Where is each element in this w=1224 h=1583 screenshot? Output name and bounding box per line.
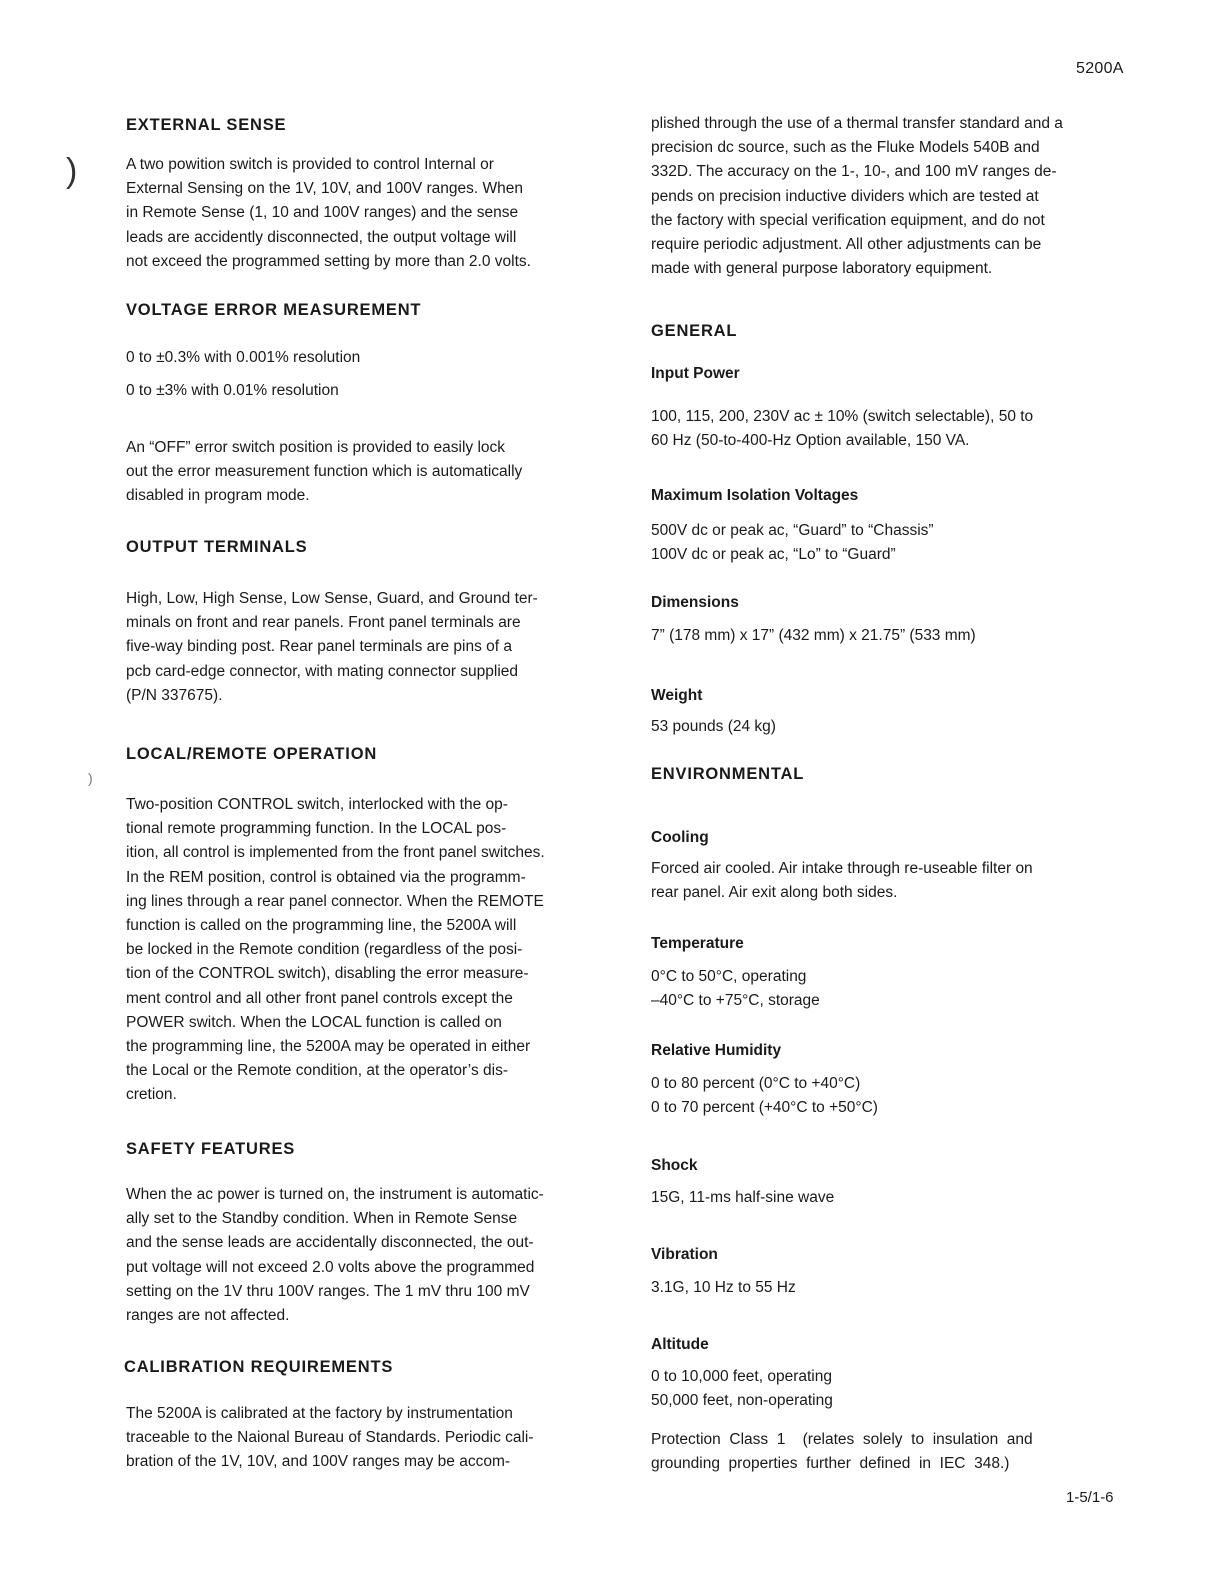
dimensions-label: Dimensions (651, 594, 739, 611)
humidity-text: 0 to 80 percent (0°C to +40°C) 0 to 70 percent (+40°C to +50°C) (651, 1075, 878, 1117)
external-sense-heading: EXTERNAL SENSE (126, 116, 287, 134)
protection-class-text: Protection Class 1 (relates solely to insulation and grounding properties further defined in IEC 348.) (651, 1431, 1033, 1473)
general-heading: GENERAL (651, 322, 738, 340)
binder-mark: ) (66, 152, 78, 190)
safety-heading: SAFETY FEATURES (126, 1140, 296, 1158)
altitude-text: 0 to 10,000 feet, operating 50,000 feet, non-operating (651, 1368, 833, 1410)
vibration-label: Vibration (651, 1246, 718, 1263)
safety-text: When the ac power is turned on, the instrument is automatic- ally set to the Standby condition. When in Remote Sense and the sense leads are accidentally disconnected, the out- put voltage will not exceed 2.0 volts above the programmed setting on the 1V thru 100V ranges. The 1 mV thru 100 mV ranges are not affected. (126, 1186, 544, 1325)
temperature-label: Temperature (651, 935, 744, 952)
altitude-label: Altitude (651, 1336, 709, 1353)
voltage-error-line-2: 0 to ±3% with 0.01% resolution (126, 382, 339, 399)
voltage-error-text: An “OFF” error switch position is provided to easily lock out the error measurement function which is automatically disabled in program mode. (126, 439, 523, 505)
weight-label: Weight (651, 687, 703, 704)
model-number: 5200A (1076, 60, 1124, 77)
shock-text: 15G, 11-ms half-sine wave (651, 1189, 835, 1206)
calibration-text: The 5200A is calibrated at the factory by instrumentation traceable to the Naional Bureau of Standards. Periodic cali- bration of the 1V, 10V, and 100V ranges may be accom- (126, 1405, 534, 1471)
voltage-error-heading: VOLTAGE ERROR MEASUREMENT (126, 301, 422, 319)
calibration-continued-text: plished through the use of a thermal transfer standard and a precision dc source, such as the Fluke Models 540B and 332D. The accuracy on the 1-, 10-, and 100 mV ranges de- pends on precision inductive dividers which are tested at the factory with special verification equipment, and do not require periodic adjustment. All other adjustments can be made with general purpose laboratory equipment. (651, 115, 1063, 278)
external-sense-text: A two powition switch is provided to control Internal or External Sensing on the 1V, 10V, and 100V ranges. When in Remote Sense (1, 10 and 100V ranges) and the sense leads are accidently disconnected, the output voltage will not exceed the programmed setting by more than 2.0 volts. (126, 156, 531, 270)
binder-mark-small: ) (88, 770, 93, 786)
input-power-text: 100, 115, 200, 230V ac ± 10% (switch selectable), 50 to 60 Hz (50-to-400-Hz Option available, 150 VA. (651, 408, 1034, 450)
vibration-text: 3.1G, 10 Hz to 55 Hz (651, 1279, 796, 1296)
voltage-error-line-1: 0 to ±0.3% with 0.001% resolution (126, 349, 361, 366)
dimensions-text: 7” (178 mm) x 17” (432 mm) x 21.75” (533 mm) (651, 627, 976, 644)
cooling-text: Forced air cooled. Air intake through re-useable filter on rear panel. Air exit along both sides. (651, 860, 1033, 902)
page-number: 1-5/1-6 (1066, 1489, 1114, 1506)
local-remote-text: Two-position CONTROL switch, interlocked with the op- tional remote programming function. In the LOCAL pos- ition, all control is implemented from the front panel switches. In the REM position, control is obtained via the programm- ing lines through a rear panel connector. When the REMOTE function is called on the programming line, the 5200A will be locked in the Remote condition (regardless of the posi- tion of the CONTROL switch), disabling the error measure- ment control and all other front panel controls except the POWER switch. When the LOCAL function is called on the programming line, the 5200A may be operated in either the Local or the Remote condition, at the operator’s dis- cretion. (126, 796, 545, 1104)
humidity-label: Relative Humidity (651, 1042, 782, 1059)
calibration-heading: CALIBRATION REQUIREMENTS (124, 1358, 394, 1376)
cooling-label: Cooling (651, 829, 709, 846)
weight-text: 53 pounds (24 kg) (651, 718, 776, 735)
temperature-text: 0°C to 50°C, operating –40°C to +75°C, storage (651, 968, 820, 1010)
local-remote-heading: LOCAL/REMOTE OPERATION (126, 745, 378, 763)
isolation-label: Maximum Isolation Voltages (651, 487, 859, 504)
isolation-text: 500V dc or peak ac, “Guard” to “Chassis” 100V dc or peak ac, “Lo” to “Guard” (651, 522, 934, 564)
output-terminals-heading: OUTPUT TERMINALS (126, 538, 308, 556)
output-terminals-text: High, Low, High Sense, Low Sense, Guard, and Ground ter- minals on front and rear panels. Front panel terminals are five-way binding post. Rear panel terminals are pins of a pcb card-edge connector, with mating connector supplied (P/N 337675). (126, 590, 538, 704)
shock-label: Shock (651, 1157, 698, 1174)
environmental-heading: ENVIRONMENTAL (651, 765, 805, 783)
input-power-label: Input Power (651, 365, 740, 382)
